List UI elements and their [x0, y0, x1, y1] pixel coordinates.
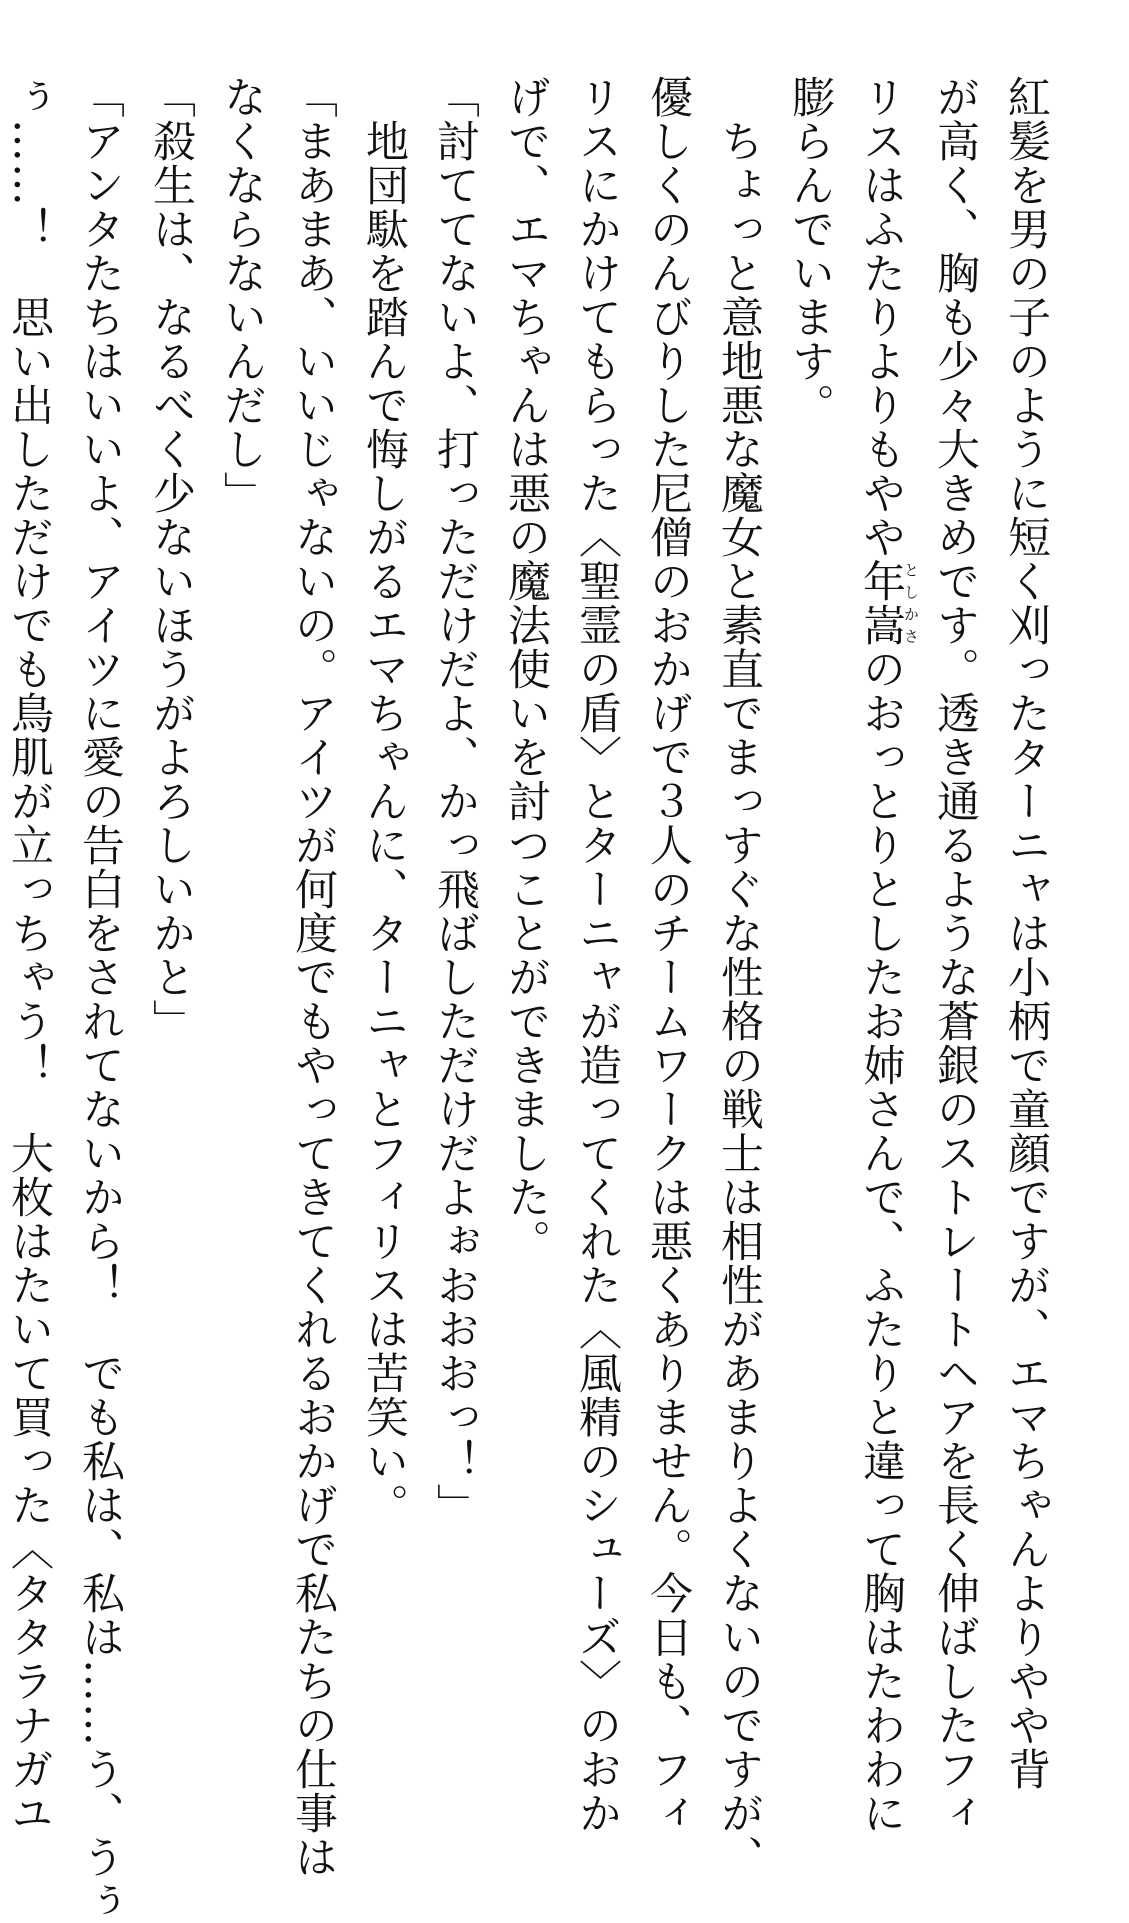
- text-segment: げで、エマちゃんは悪の魔法使いを討つことができました。: [501, 75, 551, 1263]
- text-line: [632, 75, 703, 1835]
- furigana-word: [856, 559, 920, 647]
- text-line: [0, 75, 64, 1835]
- text-segment: 膨らんでいます。: [785, 75, 835, 427]
- text-segment: なくならないんだし」: [217, 75, 267, 515]
- text-segment: のおっとりとしたお姉さんで、ふたりと違って胸はたわわに: [856, 647, 906, 1835]
- text-line: [703, 75, 774, 1879]
- text-segment: 優しくのんびりした尼僧のおかげで３人のチームワークは悪くありません。今日も、フィ: [643, 75, 693, 1835]
- text-line: [919, 75, 990, 1835]
- text-segment: リスにかけてもらった〈聖霊の盾〉とターニャが造ってくれた〈風精のシューズ〉のおか: [572, 75, 622, 1835]
- ruby-base: 年嵩: [856, 559, 906, 647]
- text-segment: 「まあまあ、いいじゃないの。アイツが何度でもやってきてくれるおかげで私たちの仕事は: [288, 75, 338, 1879]
- text-line: [348, 75, 419, 1545]
- text-segment: が高く、胸も少々大きめです。透き通るような蒼銀のストレートヘアを長く伸ばしたフィ: [930, 75, 980, 1835]
- vertical-text-body: [0, 75, 1061, 1923]
- text-segment: 「討ててないよ、打っただけだよ、かっ飛ばしただけだよぉおおおっ！」: [430, 75, 480, 1527]
- ruby-reading: としかさ: [902, 559, 920, 647]
- text-line: [64, 75, 135, 1923]
- text-segment: ぅ……！ 思い出しただけでも鳥肌が立っちゃう！ 大枚はたいて買った〈タタラナガユ: [4, 75, 54, 1835]
- text-line: [845, 75, 920, 1835]
- text-line: [277, 75, 348, 1879]
- text-line: [990, 75, 1061, 1791]
- text-line: [774, 75, 845, 1545]
- text-segment: 「殺生は、なるべく少ないほうがよろしいかと」: [146, 75, 196, 1043]
- text-segment: 「アンタたちはいいよ、アイツに愛の告白をされてないから！ でも私は、私は……う、うぅ: [75, 75, 125, 1923]
- text-line: [490, 75, 561, 1545]
- text-line: [419, 75, 490, 1545]
- text-segment: 紅髪を男の子のように短く刈ったターニャは小柄で童顔ですが、エマちゃんよりやや背: [1001, 75, 1051, 1791]
- text-segment: リスはふたりよりもやや: [856, 75, 906, 559]
- text-segment: ちょっと意地悪な魔女と素直でまっすぐな性格の戦士は相性があまりよくないのですが、: [714, 75, 764, 1879]
- text-segment: 地団駄を踏んで悔しがるエマちゃんに、ターニャとフィリスは苦笑い。: [359, 75, 409, 1527]
- text-line: [206, 75, 277, 1545]
- text-line: [135, 75, 206, 1545]
- text-line: [561, 75, 632, 1835]
